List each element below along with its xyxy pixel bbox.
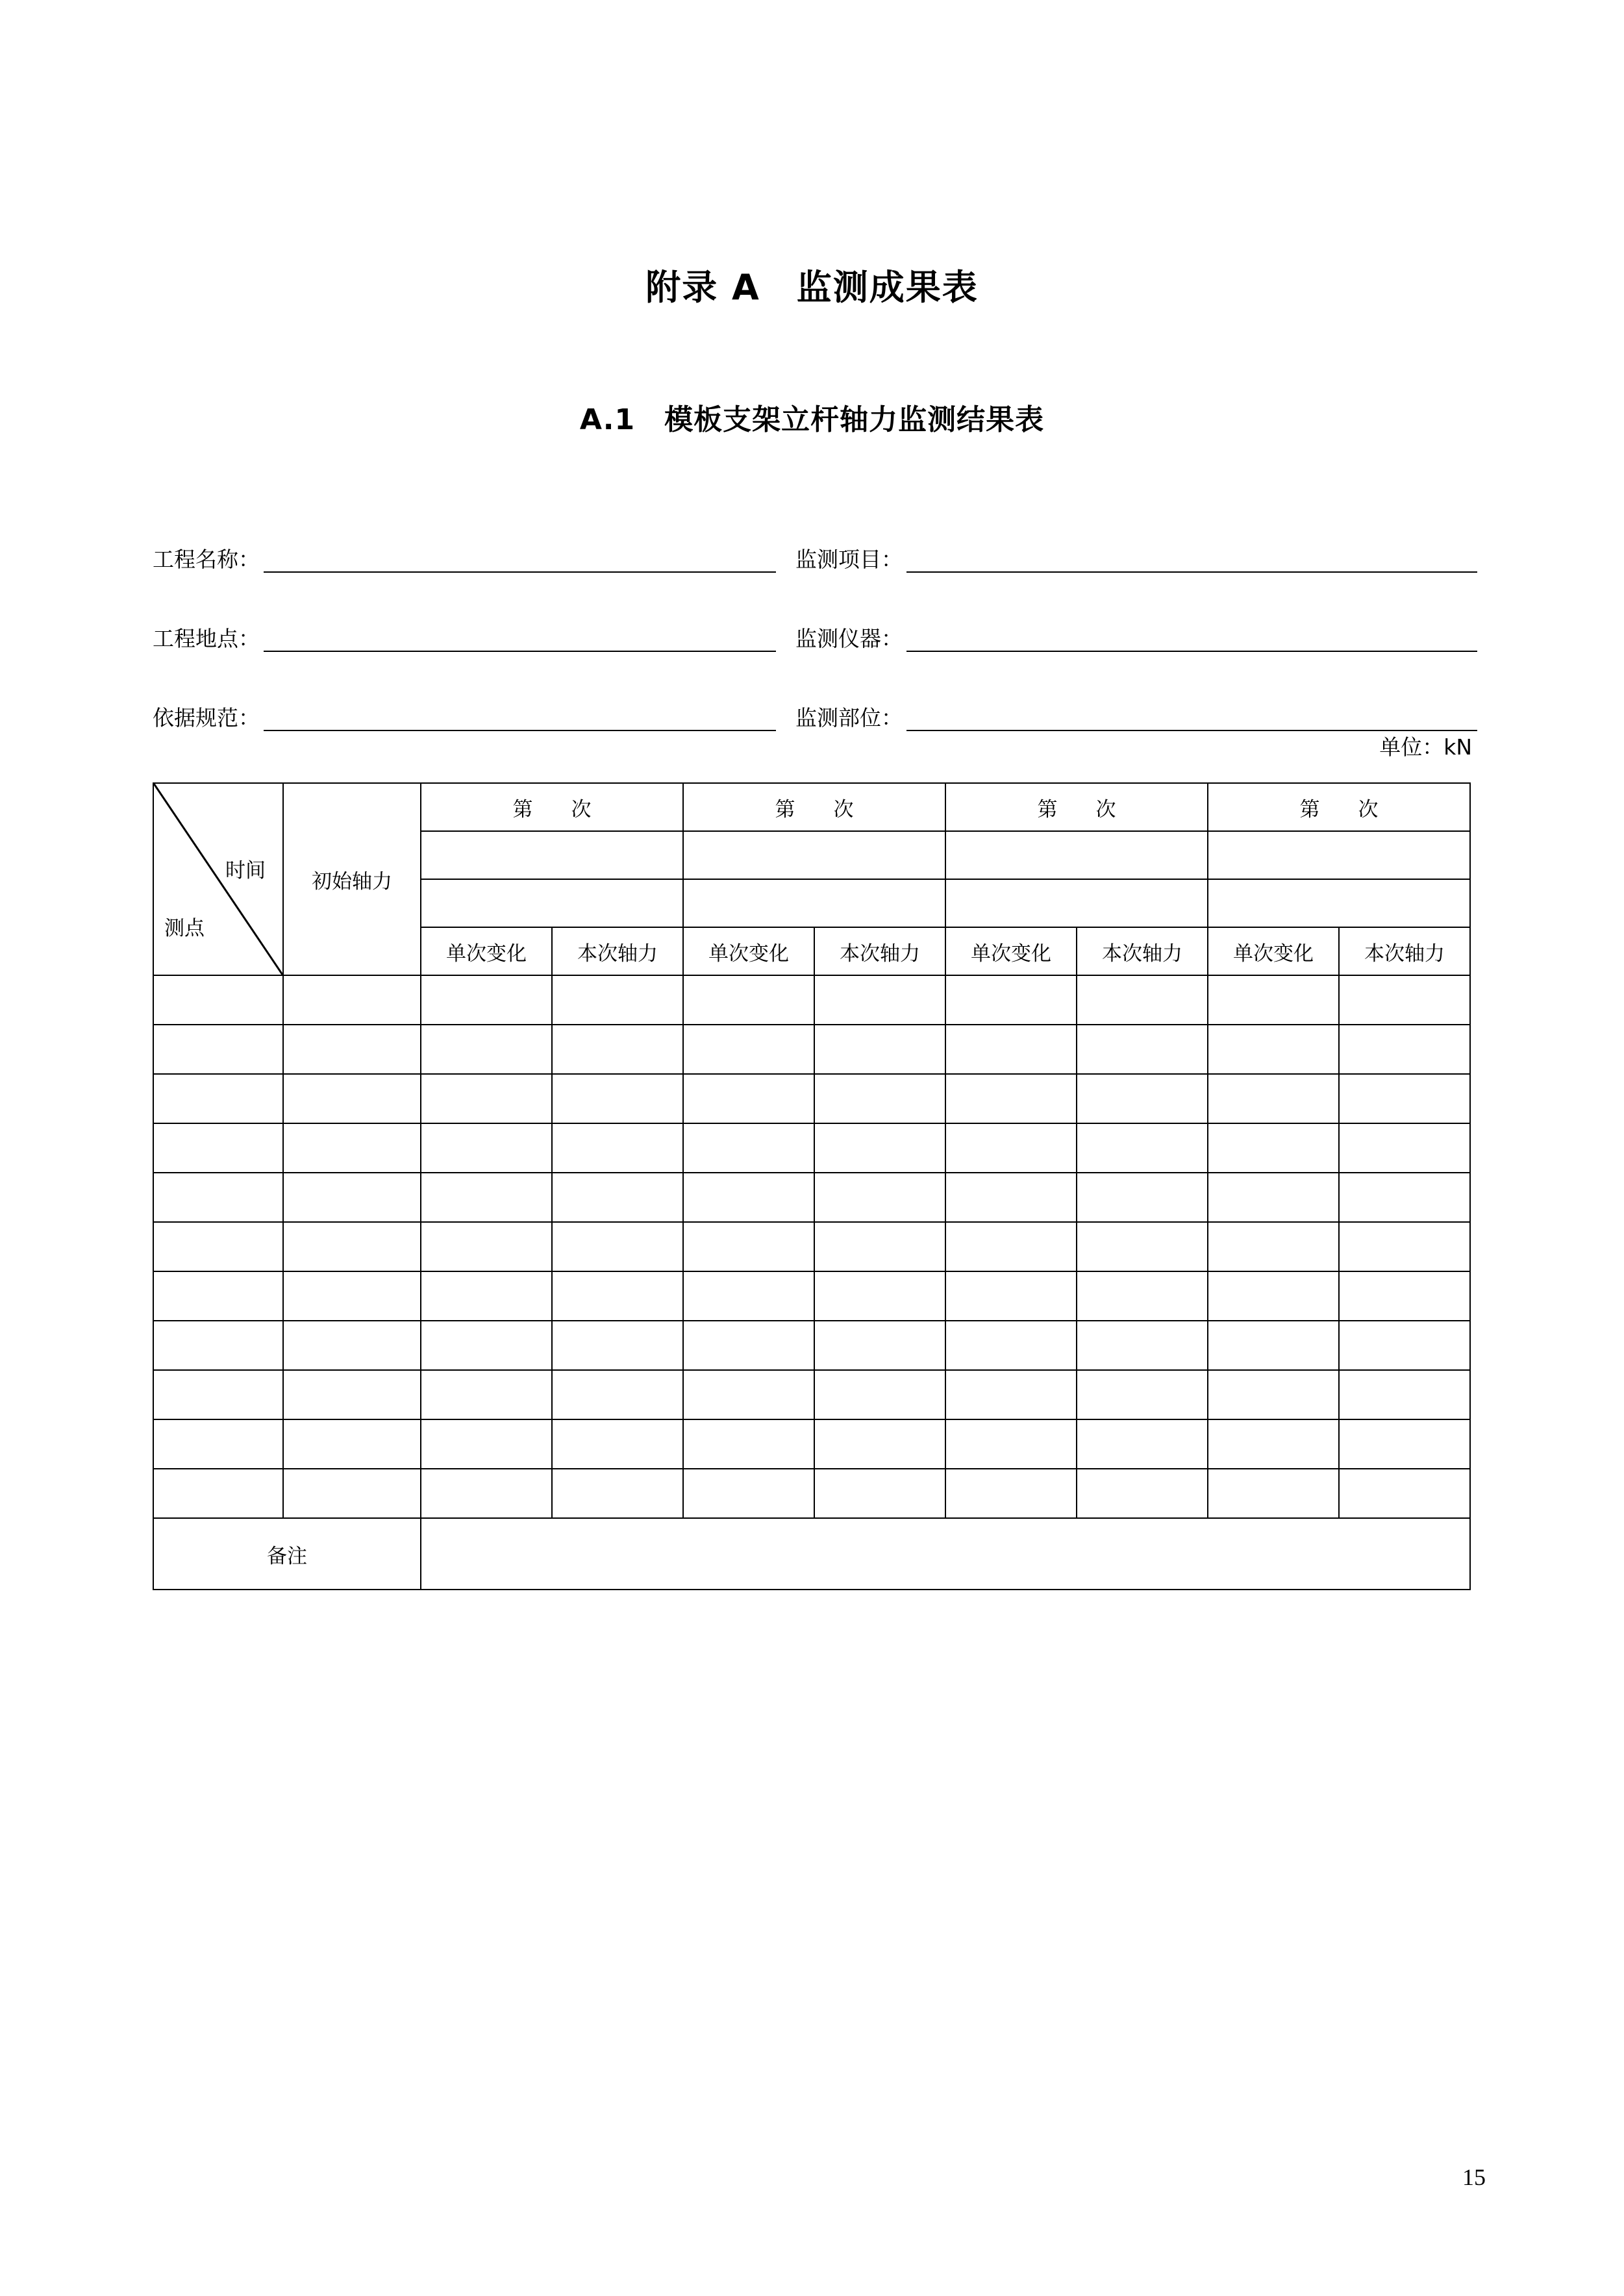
table-cell[interactable] bbox=[1208, 1173, 1339, 1222]
table-cell[interactable] bbox=[683, 975, 814, 1025]
table-cell[interactable] bbox=[683, 1469, 814, 1518]
info-row bbox=[153, 493, 1477, 573]
header-blank-cell[interactable] bbox=[421, 879, 683, 927]
table-row bbox=[153, 1123, 1470, 1173]
table-cell[interactable] bbox=[945, 1469, 1077, 1518]
table-cell[interactable] bbox=[1208, 1370, 1339, 1419]
header-initial-axial-force bbox=[283, 783, 421, 975]
page-number: 15 bbox=[1462, 2164, 1486, 2190]
table-cell[interactable] bbox=[1208, 1469, 1339, 1518]
table-cell[interactable] bbox=[421, 1074, 552, 1123]
table-cell[interactable] bbox=[421, 1419, 552, 1469]
field-label: 监测项目： bbox=[795, 547, 903, 572]
table-cell[interactable] bbox=[552, 1271, 683, 1321]
table-cell[interactable] bbox=[1339, 1173, 1470, 1222]
page-title: 附录 A 监测成果表 bbox=[645, 267, 979, 308]
note-value[interactable] bbox=[421, 1518, 1470, 1590]
table-cell[interactable] bbox=[283, 1025, 421, 1074]
table-cell[interactable] bbox=[153, 1025, 283, 1074]
header-round-3 bbox=[945, 783, 1208, 831]
table-cell[interactable] bbox=[814, 1469, 945, 1518]
table-cell[interactable] bbox=[283, 1321, 421, 1370]
field-input-line[interactable] bbox=[906, 650, 1477, 652]
table-cell[interactable] bbox=[283, 1469, 421, 1518]
table-cell[interactable] bbox=[1208, 975, 1339, 1025]
table-cell[interactable] bbox=[1077, 1271, 1208, 1321]
table-cell[interactable] bbox=[1077, 1173, 1208, 1222]
table-cell[interactable] bbox=[1208, 1074, 1339, 1123]
table-cell[interactable] bbox=[552, 1123, 683, 1173]
table-note-row bbox=[153, 1518, 1470, 1590]
header-round-2-label: 第 次 bbox=[775, 797, 863, 821]
table-cell[interactable] bbox=[683, 1173, 814, 1222]
subheader-axial-1: 本次轴力 bbox=[552, 927, 683, 975]
table-cell[interactable] bbox=[283, 1370, 421, 1419]
table-cell[interactable] bbox=[1208, 1321, 1339, 1370]
monitoring-result-table-wrap bbox=[153, 782, 1469, 1590]
table-cell[interactable] bbox=[552, 1370, 683, 1419]
table-cell[interactable] bbox=[814, 1025, 945, 1074]
table-cell[interactable] bbox=[421, 975, 552, 1025]
table-cell[interactable] bbox=[283, 1074, 421, 1123]
subheader-change-1: 单次变化 bbox=[421, 927, 552, 975]
table-cell[interactable] bbox=[153, 1123, 283, 1173]
field-project-name bbox=[153, 549, 795, 573]
table-cell[interactable] bbox=[1339, 1123, 1470, 1173]
table-cell[interactable] bbox=[1339, 1469, 1470, 1518]
table-cell[interactable] bbox=[814, 1271, 945, 1321]
table-cell[interactable] bbox=[1077, 1123, 1208, 1173]
header-blank-cell[interactable] bbox=[421, 831, 683, 879]
note-label: 备注 bbox=[153, 1518, 421, 1590]
table-cell[interactable] bbox=[1339, 975, 1470, 1025]
header-initial-axial-force-label: 初始轴力 bbox=[312, 869, 392, 893]
subheader-change-4: 单次变化 bbox=[1208, 927, 1339, 975]
table-cell[interactable] bbox=[1208, 1419, 1339, 1469]
table-cell[interactable] bbox=[1339, 1419, 1470, 1469]
header-blank-cell[interactable] bbox=[1208, 831, 1470, 879]
field-basis-standard bbox=[153, 707, 795, 731]
field-project-location bbox=[153, 628, 795, 652]
subheader-axial-4: 本次轴力 bbox=[1339, 927, 1470, 975]
table-cell[interactable] bbox=[945, 1025, 1077, 1074]
table-cell[interactable] bbox=[421, 1321, 552, 1370]
table-cell[interactable] bbox=[683, 1321, 814, 1370]
field-input-line[interactable] bbox=[264, 571, 776, 573]
table-cell[interactable] bbox=[153, 975, 283, 1025]
table-cell[interactable] bbox=[945, 1123, 1077, 1173]
corner-point-label: 测点 bbox=[164, 917, 205, 940]
field-label: 监测部位： bbox=[795, 705, 903, 730]
table-cell[interactable] bbox=[814, 1370, 945, 1419]
section-title: A.1 模板支架立杆轴力监测结果表 bbox=[579, 403, 1045, 436]
table-cell[interactable] bbox=[421, 1173, 552, 1222]
monitoring-result-table bbox=[153, 782, 1471, 1590]
table-cell[interactable] bbox=[153, 1469, 283, 1518]
table-cell[interactable] bbox=[153, 1271, 283, 1321]
table-cell[interactable] bbox=[945, 1370, 1077, 1419]
table-cell[interactable] bbox=[552, 1222, 683, 1271]
header-blank-cell[interactable] bbox=[945, 831, 1208, 879]
header-blank-cell[interactable] bbox=[683, 831, 945, 879]
table-cell[interactable] bbox=[1339, 1321, 1470, 1370]
table-row bbox=[153, 1173, 1470, 1222]
field-monitor-position bbox=[795, 707, 1477, 731]
table-cell[interactable] bbox=[153, 1222, 283, 1271]
table-cell[interactable] bbox=[814, 975, 945, 1025]
table-cell[interactable] bbox=[283, 1419, 421, 1469]
subheader-axial-2: 本次轴力 bbox=[814, 927, 945, 975]
table-cell[interactable] bbox=[1208, 1271, 1339, 1321]
table-cell[interactable] bbox=[283, 1222, 421, 1271]
header-round-1 bbox=[421, 783, 683, 831]
table-cell[interactable] bbox=[421, 1123, 552, 1173]
table-cell[interactable] bbox=[552, 1074, 683, 1123]
table-cell[interactable] bbox=[153, 1321, 283, 1370]
table-cell[interactable] bbox=[945, 1419, 1077, 1469]
table-cell[interactable] bbox=[421, 1469, 552, 1518]
subheader-axial-3: 本次轴力 bbox=[1077, 927, 1208, 975]
table-cell[interactable] bbox=[1339, 1025, 1470, 1074]
subheader-change-3: 单次变化 bbox=[945, 927, 1077, 975]
table-cell[interactable] bbox=[552, 1321, 683, 1370]
table-cell[interactable] bbox=[1077, 1419, 1208, 1469]
table-cell[interactable] bbox=[1339, 1074, 1470, 1123]
table-cell[interactable] bbox=[283, 1123, 421, 1173]
table-row bbox=[153, 1469, 1470, 1518]
table-cell[interactable] bbox=[1077, 1222, 1208, 1271]
info-row bbox=[153, 652, 1477, 731]
table-cell[interactable] bbox=[552, 1469, 683, 1518]
table-cell[interactable] bbox=[1077, 975, 1208, 1025]
table-cell[interactable] bbox=[945, 975, 1077, 1025]
table-cell[interactable] bbox=[153, 1074, 283, 1123]
field-monitor-instrument bbox=[795, 628, 1477, 652]
unit-label: 单位：kN bbox=[1379, 734, 1472, 760]
table-cell[interactable] bbox=[421, 1222, 552, 1271]
table-row bbox=[153, 1271, 1470, 1321]
table-cell[interactable] bbox=[945, 1074, 1077, 1123]
header-round-2 bbox=[683, 783, 945, 831]
table-cell[interactable] bbox=[1339, 1271, 1470, 1321]
header-blank-cell[interactable] bbox=[1208, 879, 1470, 927]
table-row bbox=[153, 1419, 1470, 1469]
table-cell[interactable] bbox=[1208, 1222, 1339, 1271]
table-cell[interactable] bbox=[814, 1321, 945, 1370]
project-info-block bbox=[153, 493, 1477, 731]
table-row bbox=[153, 975, 1470, 1025]
table-cell[interactable] bbox=[1339, 1370, 1470, 1419]
table-cell[interactable] bbox=[1339, 1222, 1470, 1271]
table-row bbox=[153, 1025, 1470, 1074]
table-cell[interactable] bbox=[814, 1123, 945, 1173]
table-cell[interactable] bbox=[814, 1074, 945, 1123]
table-cell[interactable] bbox=[814, 1419, 945, 1469]
header-round-4-label: 第 次 bbox=[1299, 797, 1388, 821]
table-cell[interactable] bbox=[683, 1123, 814, 1173]
header-round-4 bbox=[1208, 783, 1470, 831]
table-row bbox=[153, 1321, 1470, 1370]
table-cell[interactable] bbox=[683, 1271, 814, 1321]
table-row bbox=[153, 1222, 1470, 1271]
table-cell[interactable] bbox=[1077, 1469, 1208, 1518]
table-cell[interactable] bbox=[683, 1370, 814, 1419]
table-cell[interactable] bbox=[153, 1370, 283, 1419]
table-cell[interactable] bbox=[683, 1419, 814, 1469]
table-cell[interactable] bbox=[1077, 1025, 1208, 1074]
table-cell[interactable] bbox=[421, 1271, 552, 1321]
field-label: 依据规范： bbox=[153, 705, 260, 730]
table-row bbox=[153, 1074, 1470, 1123]
table-cell[interactable] bbox=[153, 1173, 283, 1222]
table-cell[interactable] bbox=[283, 975, 421, 1025]
table-cell[interactable] bbox=[945, 1173, 1077, 1222]
header-blank-cell[interactable] bbox=[945, 879, 1208, 927]
table-cell[interactable] bbox=[1208, 1123, 1339, 1173]
table-cell[interactable] bbox=[1208, 1025, 1339, 1074]
field-monitor-item bbox=[795, 549, 1477, 573]
info-row bbox=[153, 573, 1477, 652]
field-label: 监测仪器： bbox=[795, 626, 903, 651]
field-label: 工程地点： bbox=[153, 626, 260, 651]
table-cell[interactable] bbox=[945, 1321, 1077, 1370]
table-row bbox=[153, 1370, 1470, 1419]
table-cell[interactable] bbox=[552, 1419, 683, 1469]
table-cell[interactable] bbox=[945, 1222, 1077, 1271]
table-cell[interactable] bbox=[283, 1271, 421, 1321]
field-input-line[interactable] bbox=[906, 571, 1477, 573]
subheader-change-2: 单次变化 bbox=[683, 927, 814, 975]
table-cell[interactable] bbox=[814, 1222, 945, 1271]
table-cell[interactable] bbox=[1077, 1321, 1208, 1370]
table-cell[interactable] bbox=[683, 1222, 814, 1271]
table-cell[interactable] bbox=[421, 1025, 552, 1074]
table-cell[interactable] bbox=[683, 1074, 814, 1123]
table-header-row-rounds bbox=[153, 783, 1470, 831]
table-cell[interactable] bbox=[814, 1173, 945, 1222]
field-label: 工程名称： bbox=[153, 547, 260, 572]
table-cell[interactable] bbox=[283, 1173, 421, 1222]
table-cell[interactable] bbox=[421, 1370, 552, 1419]
table-cell[interactable] bbox=[1077, 1074, 1208, 1123]
table-cell[interactable] bbox=[1077, 1370, 1208, 1419]
table-cell[interactable] bbox=[153, 1419, 283, 1469]
table-cell[interactable] bbox=[945, 1271, 1077, 1321]
corner-time-label: 时间 bbox=[225, 859, 266, 882]
field-input-line[interactable] bbox=[264, 650, 776, 652]
table-cell[interactable] bbox=[552, 1025, 683, 1074]
table-cell[interactable] bbox=[683, 1025, 814, 1074]
table-cell[interactable] bbox=[552, 975, 683, 1025]
header-round-1-label: 第 次 bbox=[512, 797, 601, 821]
corner-header-cell bbox=[153, 783, 283, 975]
header-round-3-label: 第 次 bbox=[1037, 797, 1125, 821]
header-blank-cell[interactable] bbox=[683, 879, 945, 927]
table-cell[interactable] bbox=[552, 1173, 683, 1222]
